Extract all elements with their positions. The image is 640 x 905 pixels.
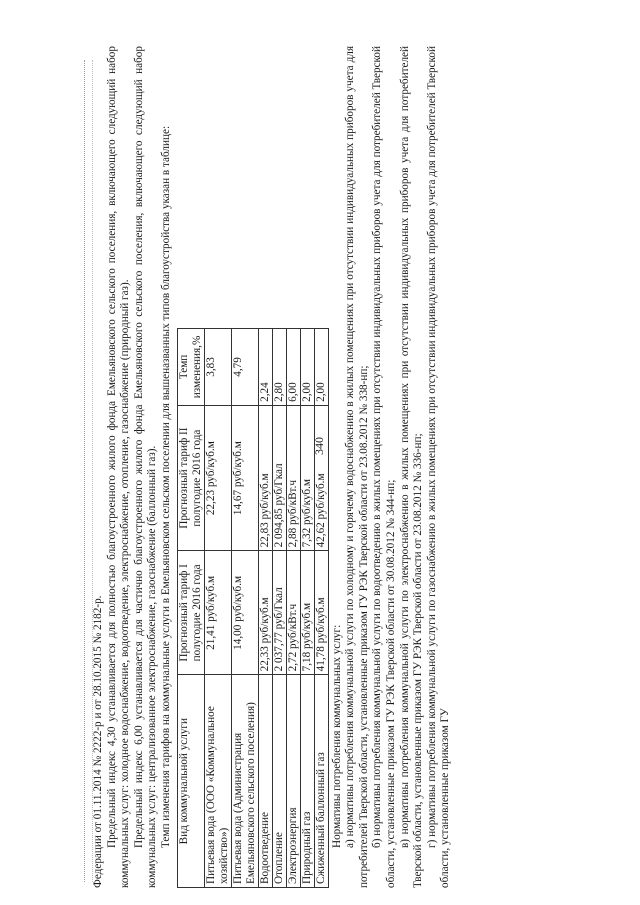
cell-change-rate: 2,00 xyxy=(300,329,314,406)
paragraph-index-full: Предельный индекс 4,30 устанавливается для полностью благоустроенного жилого фонда Емельяновского сельского поселения, включающего следующий набор коммунальных услуг: холодное водоснабжение, водоотведение, электроснабжение, отопление, газоснабжение (природный газ). xyxy=(105,46,132,888)
cell-tariff-h1: 41,78 руб/куб.м xyxy=(314,551,328,675)
cell-service: Сжиженный баллонный газ xyxy=(314,675,328,888)
cell-tariff-h2: 22,83 руб/куб.м xyxy=(258,405,272,551)
table-row xyxy=(258,329,272,888)
cell-tariff-h1: 22,33 руб/куб.м xyxy=(258,551,272,675)
cell-service: Электроэнергия xyxy=(286,675,300,888)
paragraph-norm-c: в) нормативы потребления коммунальной услуги по электроснабжению в жилых помещениях при отсутствии индивидуальных приборов учета для потребителей Тверской области, установленные приказом ГУ РЭК Тверской области от 23.08.2012 № 336-нп; xyxy=(398,46,425,888)
cell-service: Водоотведение xyxy=(258,675,272,888)
cell-change-rate: 2,00 xyxy=(314,329,328,406)
page-number: 340 xyxy=(312,437,326,455)
cell-tariff-h2: 22,23 руб/куб.м xyxy=(204,405,231,551)
rotated-text-block xyxy=(92,46,572,888)
paragraph-norm-b: б) нормативы потребления коммунальной услуги по водоотведению в жилых помещениях при отсутствии индивидуальных приборов учета для потребителей Тверской области, установленные приказом ГУ РЭК Тверской области от 30.08.2012 № 344-нп; xyxy=(371,46,397,888)
table-row xyxy=(314,329,328,888)
cell-tariff-h2: 2,88 руб/кВт.ч xyxy=(286,405,300,551)
table-row xyxy=(300,329,314,888)
cell-change-rate: 4,79 xyxy=(231,329,258,406)
header-tariff-h2: Прогнозный тариф II полугодие 2016 года xyxy=(177,405,204,551)
cell-tariff-h1: 21,41 руб/куб.м xyxy=(204,551,231,675)
cell-service: Отопление xyxy=(272,675,286,888)
cell-service: Природный газ xyxy=(300,675,314,888)
paragraph-norms-heading: Нормативы потребления коммунальных услуг: xyxy=(330,624,343,848)
cell-service: Питьевая вода (Администрация Емельяновского сельского поселения) xyxy=(231,675,258,888)
cell-tariff-h1: 14,00 руб/куб.м xyxy=(231,551,258,675)
cell-tariff-h1: 7,18 руб/куб.м xyxy=(300,551,314,675)
cell-tariff-h2: 14,67 руб/куб.м xyxy=(231,405,258,551)
cell-change-rate: 3,83 xyxy=(204,329,231,406)
table-row xyxy=(231,329,258,888)
paragraph-index-partial: Предельный индекс 6,00 устанавливается для частично благоустроенного жилого фонда Емельяновского сельского поселения, включающего следующий набор коммунальных услуг: централизованное электроснабжение, газоснабжение (баллонный газ). xyxy=(132,46,159,888)
cell-tariff-h1: 2,72 руб/кВт.ч xyxy=(286,551,300,675)
table-row xyxy=(272,329,286,888)
cell-tariff-h1: 2 037,77 руб/Гкал xyxy=(272,551,286,675)
table-header-row xyxy=(177,329,204,888)
margin-rule xyxy=(84,60,86,882)
paragraph-tariff-intro: Темп изменения тарифов на коммунальные услуги в Емельяновском сельском поселении для вышеназванных типов благоустройства указан в таблице: xyxy=(159,125,172,848)
cell-change-rate: 6,00 xyxy=(286,329,300,406)
table-row xyxy=(286,329,300,888)
cell-tariff-h2: 42,62 руб/куб.м xyxy=(314,405,328,551)
cell-tariff-h2: 7,32 руб/куб.м xyxy=(300,405,314,551)
cell-change-rate: 2,80 xyxy=(272,329,286,406)
header-service: Вид коммунальной услуги xyxy=(177,675,204,888)
paragraph-federation-ref: Федерации от 01.11.2014 № 2222-р и от 28.10.2015 № 2182-р. xyxy=(92,595,104,888)
paragraph-norm-d: г) нормативы потребления коммунальной услуги по газоснабжению в жилых помещениях при отсутствии индивидуальных приборов учета для потребителей Тверской области, установленные приказом ГУ xyxy=(425,46,452,888)
paragraph-norm-a: а) нормативы потребления коммунальной услуги по холодному и горячему водоснабжению в жилых помещениях при отсутствии индивидуальных приборов учета для потребителей Тверской области, установленные приказом ГУ РЭК Тверской области от 23.08.2012 № 338-нп; xyxy=(344,46,370,888)
header-tariff-h1: Прогнозный тариф I полугодие 2016 года xyxy=(177,551,204,675)
cell-tariff-h2: 2 094,85 руб/Гкал xyxy=(272,405,286,551)
tariff-table xyxy=(177,328,329,888)
cell-service: Питьевая вода (ООО «Коммунальное хозяйство») xyxy=(204,675,231,888)
header-change-rate: Темп изменения,% xyxy=(177,329,204,406)
table-row xyxy=(204,329,231,888)
cell-change-rate: 2,24 xyxy=(258,329,272,406)
